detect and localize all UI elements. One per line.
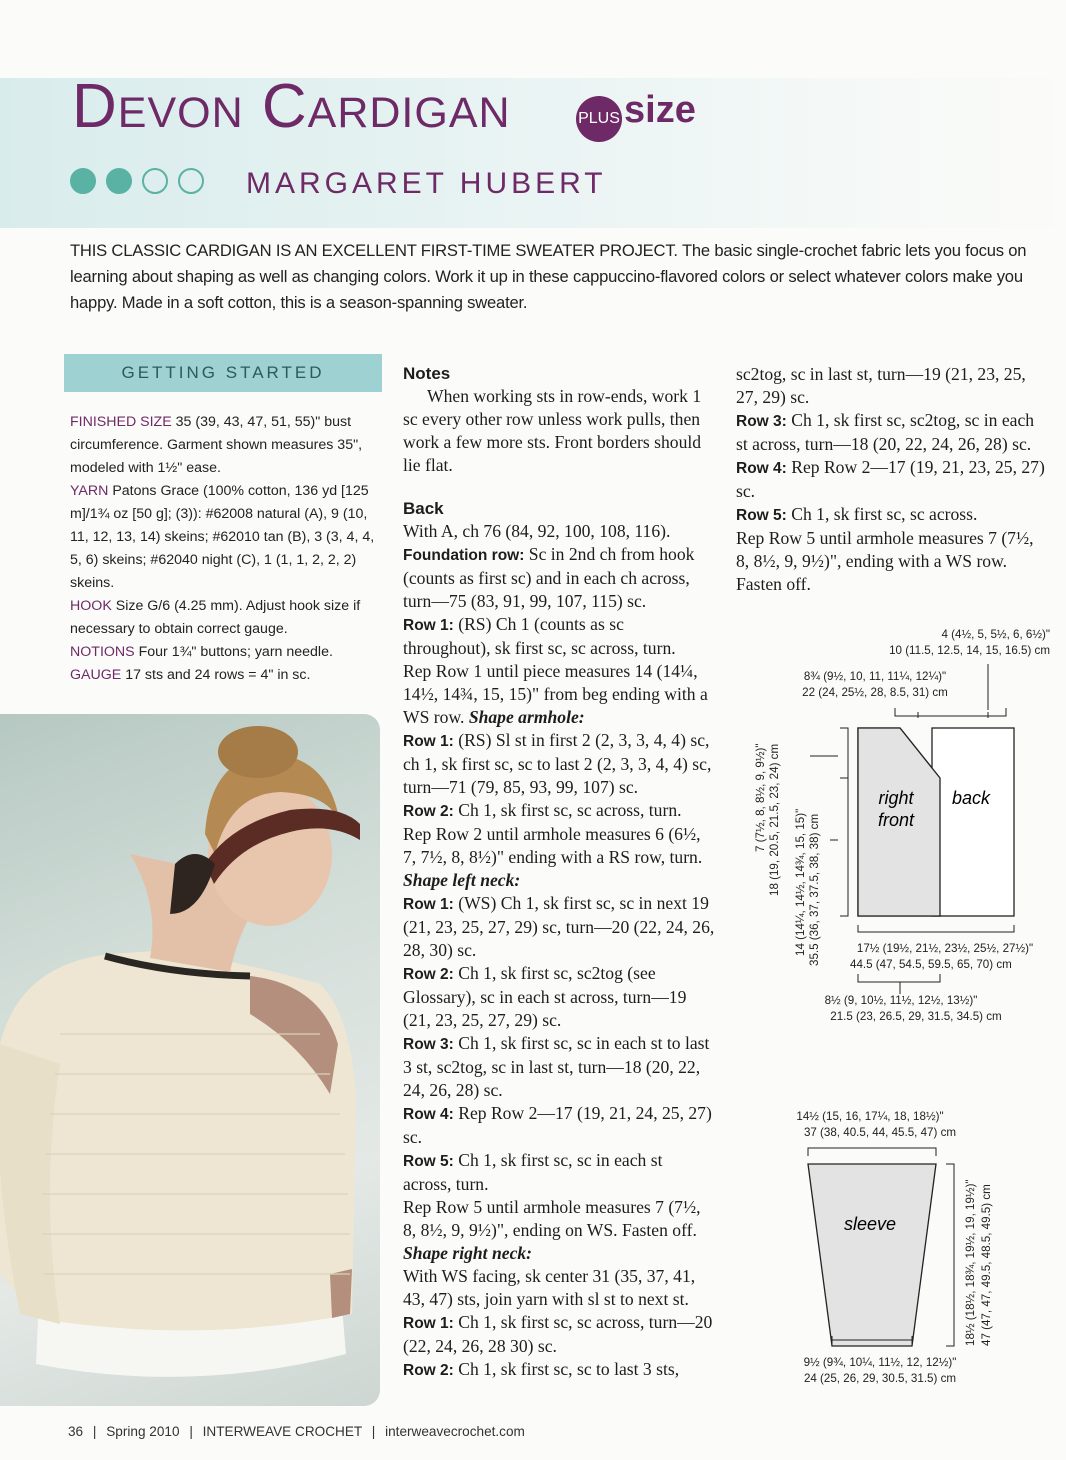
dim-width-cm: 44.5 (47, 54.5, 59.5, 65, 70) cm xyxy=(850,958,1012,971)
model-photo xyxy=(0,714,380,1406)
pattern-column-right xyxy=(736,363,1048,596)
page-title: Devon Cardigan xyxy=(72,72,511,141)
model-illustration xyxy=(0,714,380,1406)
continued-row-2: sc2tog, sc in last st, turn—19 (21, 23, 25, 27, 29) sc. xyxy=(736,364,1026,407)
repeat-row-5: Rep Row 5 until armhole measures 7 (7½, 8, 8½, 9, 9½)", ending on WS. Fasten off. Shape right neck: xyxy=(403,1197,701,1263)
difficulty-dot-empty xyxy=(142,168,168,194)
dim-armhole-cm: 18 (19, 20.5, 21.5, 23, 24) cm xyxy=(768,743,781,896)
foundation-row: Foundation row: Sc in 2nd ch from hook (counts as first sc) and in each ch across, turn—75 (83, 91, 99, 107, 115) sc. xyxy=(403,544,695,611)
dim-sleeve-len-cm: 47 (47, 47, 49.5, 48.5, 49.5) cm xyxy=(980,1184,993,1346)
getting-started-heading: GETTING STARTED xyxy=(64,354,382,392)
left-neck-row-2: Row 2: Ch 1, sk first sc, sc2tog (see Glossary), sc in each st across, turn—19 (21, 23, 25, 27, 29) sc. xyxy=(403,963,687,1030)
dim-length-in: 14 (14¼, 14½, 14¾, 15, 15)" xyxy=(794,808,807,956)
notes-heading: Notes xyxy=(403,364,451,383)
difficulty-dot-empty xyxy=(178,168,204,194)
dim-sleeve-bottom-in: 9½ (9¾, 10¼, 11½, 12, 12½)" xyxy=(803,1356,957,1369)
repeat-row-2: Rep Row 2 until armhole measures 6 (6½, 7, 7½, 8, 8½)" ending with a RS row, turn. Shape left neck: xyxy=(403,824,703,890)
finished-size: FINISHED SIZE 35 (39, 43, 47, 51, 55)" bust circumference. Garment shown measures 35", modeled with 1½" ease. xyxy=(70,414,363,476)
right-neck-row-4: Row 4: Rep Row 2—17 (19, 21, 23, 25, 27) sc. xyxy=(736,457,1045,501)
magazine-url[interactable]: interweavecrochet.com xyxy=(385,1424,525,1439)
page-footer: 36 | Spring 2010 | INTERWEAVE CROCHET | interweavecrochet.com xyxy=(68,1424,525,1439)
left-neck-row-4: Row 4: Rep Row 2—17 (19, 21, 24, 25, 27) sc. xyxy=(403,1103,712,1147)
pattern-column-middle xyxy=(403,362,715,1382)
body-schematic xyxy=(740,620,1060,1040)
dim-armhole-in: 7 (7½, 8, 8½, 9, 9½)" xyxy=(754,743,767,852)
dim-width-in: 17½ (19½, 21½, 23½, 25½, 27½)" xyxy=(856,942,1034,955)
difficulty-rating xyxy=(70,168,204,194)
author-name: MARGARET HUBERT xyxy=(246,167,607,200)
sleeve-label: sleeve xyxy=(843,1214,897,1234)
notes-text: When working sts in row-ends, work 1 sc every other row unless work pulls, then work a few more sts. Front borders should lie flat. xyxy=(403,386,702,475)
left-neck-row-5: Row 5: Ch 1, sk first sc, sc in each st across, turn. xyxy=(403,1150,663,1194)
left-neck-row-1: Row 1: (WS) Ch 1, sk first sc, sc in next 19 (21, 23, 25, 27, 29) sc, turn—20 (22, 24, 26, 28, 30) sc. xyxy=(403,893,715,960)
dim-sleeve-top-in: 14½ (15, 16, 17¼, 18, 18½)" xyxy=(796,1110,944,1123)
intro-paragraph: THIS CLASSIC CARDIGAN IS AN EXCELLENT FIRST-TIME SWEATER PROJECT. The basic single-crochet fabric lets you focus on learning about shaping as well as changing colors. Work it up in these cappuccino-flavored colors or select whatever colors make you happy. Made in a soft cotton, this is a season-spanning sweater. xyxy=(70,241,1027,312)
right-neck-row-2: Row 2: Ch 1, sk first sc, sc to last 3 sts, xyxy=(403,1359,680,1379)
dim-sleeve-len-in: 18½ (18½, 18¾, 19½, 19, 19½)" xyxy=(964,1179,977,1346)
right-neck-row-5: Row 5: Ch 1, sk first sc, sc across. xyxy=(736,504,978,524)
yarn: YARN Patons Grace (100% cotton, 136 yd [125 m]/1¾ oz [50 g]; (3)): #62008 natural (A), 9 (10, 11, 12, 13, 14) skeins; #62010 tan (B), 3 (3, 4, 4, 5, 6) skeins; #62040 night (C), 1 (1, 1, 2, 2, 2) skeins. xyxy=(70,483,375,591)
final-repeat: Rep Row 5 until armhole measures 7 (7½, 8, 8½, 9, 9½)", ending with a WS row. Fasten off. xyxy=(736,528,1034,594)
dim-front-cm: 21.5 (23, 26.5, 29, 31.5, 34.5) cm xyxy=(830,1010,1002,1023)
difficulty-dot-filled xyxy=(106,168,132,194)
size-label: size xyxy=(624,89,696,131)
dim-sleeve-top-cm: 37 (38, 40.5, 44, 45.5, 47) cm xyxy=(803,1126,957,1139)
difficulty-dot-filled xyxy=(70,168,96,194)
dim-neck-cm: 22 (24, 25½, 28, 8.5, 31) cm xyxy=(802,686,948,699)
repeat-row-1: Rep Row 1 until piece measures 14 (14¼, 14½, 14¾, 15, 15)" from beg ending with a WS row. Shape armhole: xyxy=(403,661,708,727)
dim-top-in: 4 (4½, 5, 5½, 6, 6½)" xyxy=(941,628,1050,641)
right-neck-row-3: Row 3: Ch 1, sk first sc, sc2tog, sc in each st across, turn—18 (20, 22, 24, 26, 28) sc. xyxy=(736,410,1035,454)
dim-top-cm: 10 (11.5, 12.5, 14, 15, 16.5) cm xyxy=(889,644,1050,657)
page-number: 36 xyxy=(68,1424,84,1439)
right-front-label-1: right xyxy=(878,788,914,808)
back-label: back xyxy=(951,788,991,808)
back-chain: With A, ch 76 (84, 92, 100, 108, 116). xyxy=(403,521,671,541)
hook: HOOK Size G/6 (4.25 mm). Adjust hook size if necessary to obtain correct gauge. xyxy=(70,598,361,637)
right-front-label-2: front xyxy=(877,810,915,830)
dim-sleeve-bottom-cm: 24 (25, 26, 29, 30.5, 31.5) cm xyxy=(803,1372,957,1385)
back-panel xyxy=(932,728,1014,916)
notions: NOTIONS Four 1¾" buttons; yarn needle. xyxy=(70,644,333,660)
left-neck-row-3: Row 3: Ch 1, sk first sc, sc in each st to last 3 st, sc2tog, sc in last st, turn—18 (20, 22, 24, 26, 28) sc. xyxy=(403,1033,710,1100)
armhole-row-1: Row 1: (RS) Sl st in first 2 (2, 3, 3, 4, 4) sc, ch 1, sk first sc, sc to last 2 (2, 3, 3, 4, 4) sc, turn—71 (79, 85, 93, 99, 107) sc. xyxy=(403,730,712,797)
gauge: GAUGE 17 sts and 24 rows = 4" in sc. xyxy=(70,667,311,683)
magazine-name: INTERWEAVE CROCHET xyxy=(202,1424,362,1439)
dim-front-in: 8½ (9, 10½, 11½, 12½, 13½)" xyxy=(824,994,978,1007)
right-neck-join: With WS facing, sk center 31 (35, 37, 41, 43, 47) sts, join yarn with sl st to next st. xyxy=(403,1266,696,1309)
plus-badge: PLUS xyxy=(576,96,622,142)
issue: Spring 2010 xyxy=(106,1424,180,1439)
dim-neck-in: 8¾ (9½, 10, 11, 11¼, 12¼)" xyxy=(803,670,947,683)
right-neck-row-1: Row 1: Ch 1, sk first sc, sc across, turn—20 (22, 24, 26, 28 30) sc. xyxy=(403,1312,713,1356)
sleeve-panel xyxy=(808,1164,936,1346)
dim-length-cm: 35.5 (36, 37, 37.5, 38, 38) cm xyxy=(808,813,821,966)
back-heading: Back xyxy=(403,499,444,518)
getting-started-body xyxy=(70,411,386,687)
armhole-row-2: Row 2: Ch 1, sk first sc, sc across, turn. xyxy=(403,800,682,820)
row-1: Row 1: (RS) Ch 1 (counts as sc throughout), sk first sc, sc across, turn. xyxy=(403,614,676,658)
